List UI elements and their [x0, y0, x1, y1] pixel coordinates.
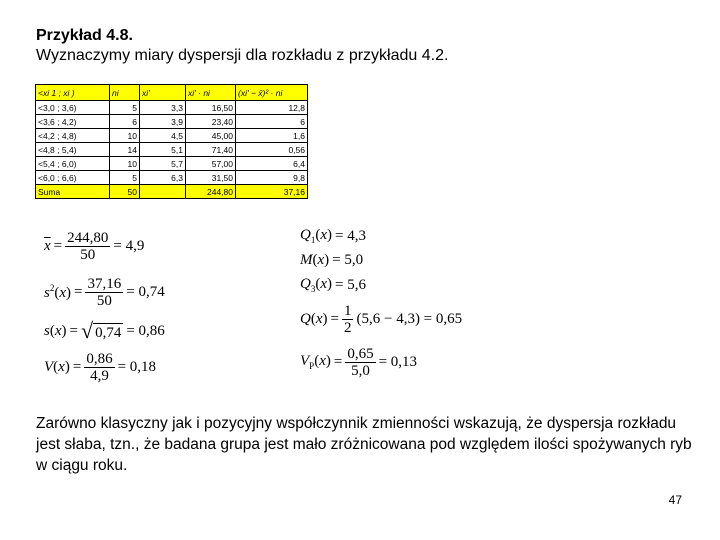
table-cell: 9,8	[236, 171, 308, 185]
table-row	[36, 129, 308, 143]
median-formula: M(x) = 5,0	[300, 251, 364, 268]
table-cell: <5,4 ; 6,0)	[36, 157, 110, 171]
table-cell: <3,6 ; 4,2)	[36, 115, 110, 129]
table-cell: 5,7	[140, 157, 186, 171]
header-squared-dev: (xi' − x̄)² · ni	[236, 85, 308, 101]
table-cell: 6,4	[236, 157, 308, 171]
table-cell: <4,2 ; 4,8)	[36, 129, 110, 143]
table-cell: 45,00	[186, 129, 236, 143]
table-row	[36, 115, 308, 129]
table-cell: 244,80	[186, 185, 236, 199]
cv-formula: V(x) = $\frac{0,86}{4,9}$ = 0,18	[44, 350, 157, 384]
q1-result: = 4,3	[335, 227, 366, 244]
table-cell: 6,3	[140, 171, 186, 185]
variance-result: = 0,74	[126, 283, 165, 300]
table-cell: Suma	[36, 185, 110, 199]
mean-formula: $\overline{x}$ = $\frac{244,80}{50}$ = 4,9	[44, 229, 145, 263]
table-cell	[140, 185, 186, 199]
median-result: = 5,0	[332, 251, 364, 268]
header-product: xi' · ni	[186, 85, 236, 101]
variance-numerator: 37,16	[87, 275, 122, 292]
table-cell: 3,9	[140, 115, 186, 129]
table-cell: <4,8 ; 5,4)	[36, 143, 110, 157]
table-cell: 5	[110, 171, 140, 185]
header-midpoint: xi'	[140, 85, 186, 101]
qdev-numerator: 1	[343, 302, 352, 319]
variance-denominator: 50	[96, 292, 112, 309]
table-cell: 71,40	[186, 143, 236, 157]
q3-result: = 5,6	[335, 276, 366, 293]
slide-title	[36, 26, 448, 66]
table-cell: 3,3	[140, 101, 186, 115]
cv-result: = 0,18	[117, 358, 157, 375]
table-cell: 31,50	[186, 171, 236, 185]
table-cell: <6,0 ; 6,6)	[36, 171, 110, 185]
table-row	[36, 171, 308, 185]
table-cell: <3,0 ; 3,6)	[36, 101, 110, 115]
table-cell: 37,16	[236, 185, 308, 199]
qdev-denominator: 2	[343, 319, 352, 336]
q3-formula: $Q_3(x)$ = 5,6	[300, 276, 366, 294]
table-cell: 16,50	[186, 101, 236, 115]
stddev-formula: s(x) = √ 0,74 = 0,86	[44, 317, 165, 343]
table-cell: 0,56	[236, 143, 308, 157]
table-sum-row	[36, 185, 308, 199]
vp-result: = 0,13	[378, 353, 418, 370]
table-cell: 6	[236, 115, 308, 129]
table-cell: 14	[110, 143, 140, 157]
q1-formula: $Q_1(x)$ = 4,3	[300, 227, 366, 245]
qdev-rest: (5,6 − 4,3) = 0,65	[356, 310, 463, 327]
example-subtitle: Wyznaczymy miary dyspersji dla rozkładu z przykładu 4.2.	[36, 47, 449, 64]
conclusion-text: Zarówno klasyczny jak i pozycyjny współczynnik zmienności wskazują, że dyspersja rozkładu jest słaba, tzn., że badana grupa jest mało zróżnicowana pod względem ilości spożywanych ryb w ciągu roku.	[36, 415, 692, 474]
table-cell: 10	[110, 129, 140, 143]
table-header-row	[36, 85, 308, 101]
table-cell: 6	[110, 115, 140, 129]
table-row	[36, 157, 308, 171]
header-interval: <xi 1 ; xi )	[36, 85, 110, 101]
frequency-table	[35, 84, 308, 199]
mean-denominator: 50	[80, 246, 96, 263]
page-number: 47	[668, 493, 682, 507]
vp-numerator: 0,65	[347, 345, 374, 362]
table-cell: 23,40	[186, 115, 236, 129]
quartile-deviation-formula: Q(x) = $\frac{1}{2}$ (5,6 − 4,3) = 0,65	[300, 302, 463, 336]
table-cell: 12,8	[236, 101, 308, 115]
table-row	[36, 143, 308, 157]
table-cell: 10	[110, 157, 140, 171]
table-cell: 5	[110, 101, 140, 115]
cv-numerator: 0,86	[86, 350, 113, 367]
mean-result: = 4,9	[113, 237, 145, 254]
table-row	[36, 101, 308, 115]
vp-formula: $V_P(x)$ = $\frac{0,65}{5,0}$ = 0,13	[300, 345, 418, 379]
cv-denominator: 4,9	[90, 367, 109, 384]
table-cell: 5,1	[140, 143, 186, 157]
table-cell: 50	[110, 185, 140, 199]
table-cell: 4,5	[140, 129, 186, 143]
header-ni: ni	[110, 85, 140, 101]
stddev-result: = 0,86	[126, 322, 165, 339]
variance-formula: $s^2(x)$ = $\frac{37,16}{50}$ = 0,74	[44, 275, 165, 309]
mean-numerator: 244,80	[67, 229, 109, 246]
example-heading: Przykład 4.8.	[36, 27, 133, 44]
table-cell: 57,00	[186, 157, 236, 171]
vp-denominator: 5,0	[351, 362, 370, 379]
table-cell: 1,6	[236, 129, 308, 143]
stddev-radicand: 0,74	[95, 324, 122, 341]
